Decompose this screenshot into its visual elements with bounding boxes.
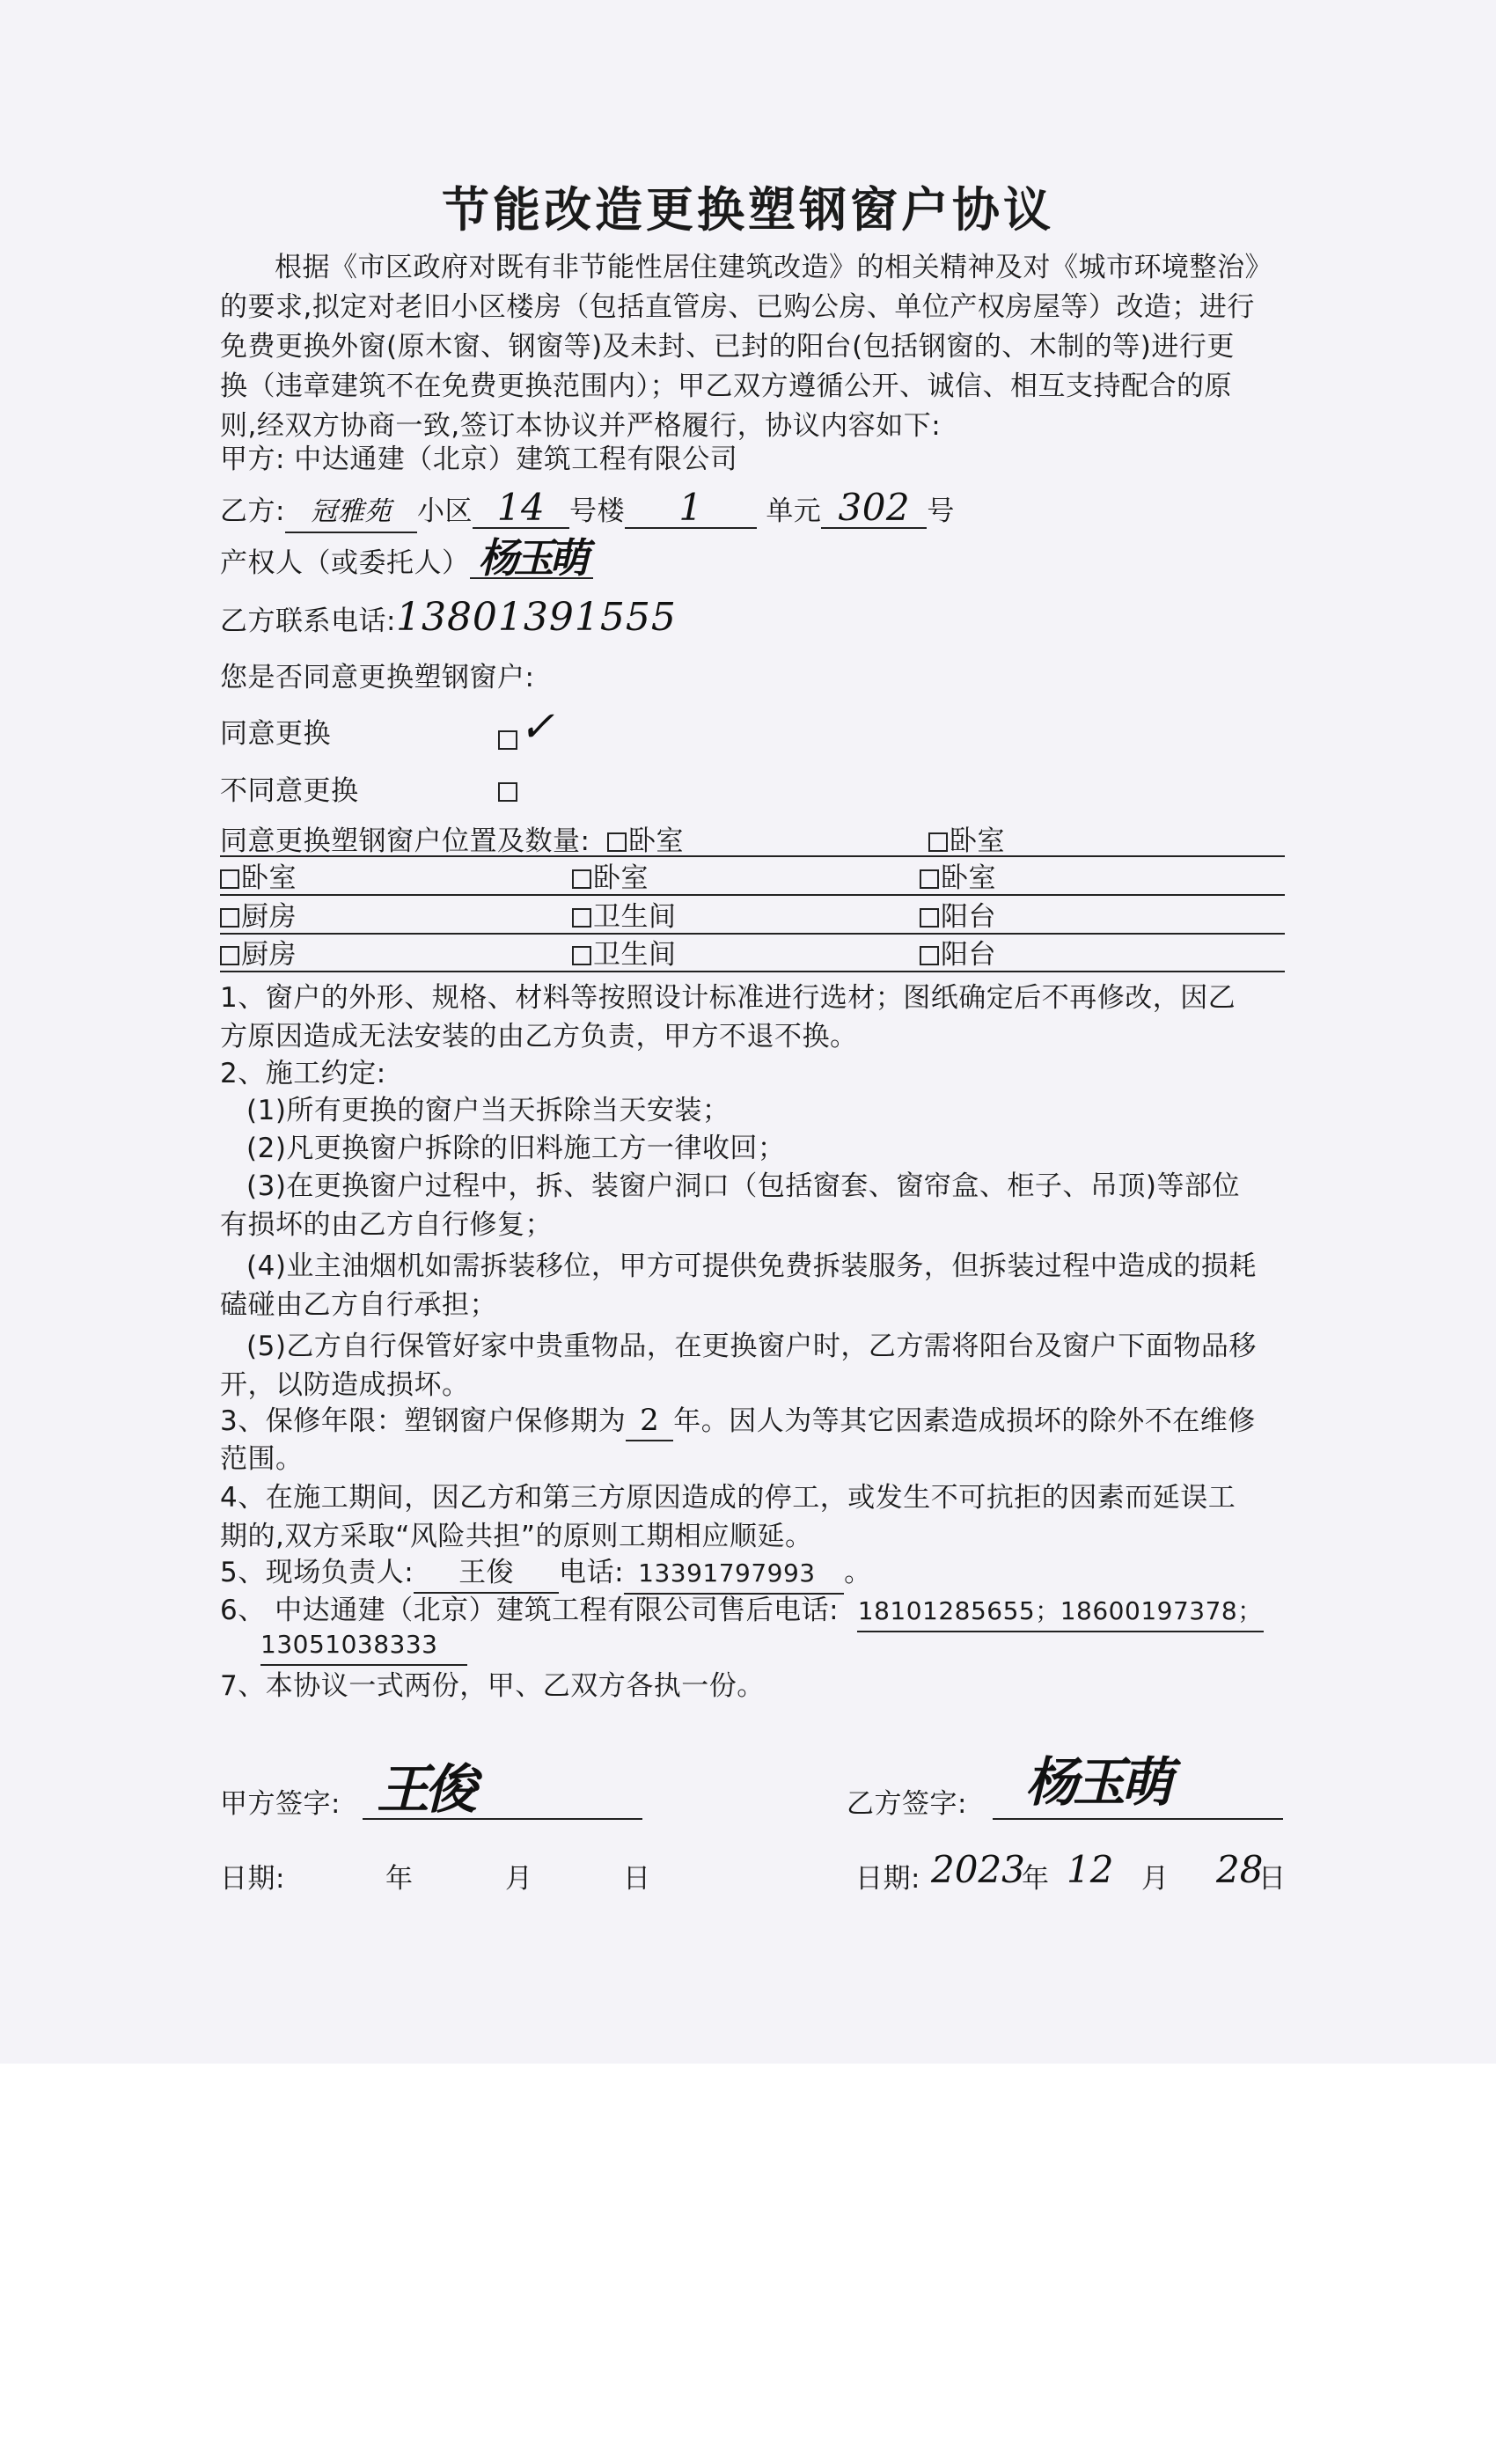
party-a-date-month: 月 <box>505 1863 533 1895</box>
pos-r1-c2: 卧室 <box>928 822 1005 861</box>
party-a-sign-label: 甲方签字: <box>220 1788 341 1820</box>
intro-line-4: 换（违章建筑不在免费更换范围内）；甲乙双方遵循公开、诚信、相互支持配合的原 <box>220 370 1232 402</box>
party-a: 甲方: 中达通建（北京）建筑工程有限公司 <box>220 444 738 475</box>
party-a-date-label: 日期: <box>220 1863 285 1895</box>
agree-checkbox <box>498 730 517 750</box>
party-b-date-year: 年 <box>1022 1863 1050 1895</box>
clause-1-line-2: 方原因造成无法安装的由乙方负责，甲方不退不换。 <box>220 1021 858 1052</box>
clause-2-5-line-2: 开，以防造成损坏。 <box>220 1369 470 1401</box>
building-suffix: 号楼 <box>568 495 625 527</box>
owner-signature: 杨玉萌 <box>470 539 593 579</box>
disagree-option <box>498 772 519 810</box>
position-row-line-2 <box>220 894 1285 896</box>
intro-line-2: 的要求,拟定对老旧小区楼房（包括直管房、已购公房、单位产权房屋等）改造；进行 <box>220 291 1255 323</box>
owner-line <box>220 534 593 583</box>
clause-4-line-2: 期的,双方采取“风险共担”的原则工期相应顺延。 <box>220 1521 813 1552</box>
after-sales-phones: 18101285655；18600197378； <box>857 1592 1264 1632</box>
party-b-date-day: 日 <box>1258 1863 1287 1895</box>
room-suffix: 号 <box>927 495 955 527</box>
intro-line-5: 则,经双方协商一致,签订本协议并严格履行，协议内容如下: <box>220 410 942 442</box>
site-manager-name: 王俊 <box>414 1553 559 1594</box>
warranty-years: 2 <box>626 1401 673 1441</box>
position-row-line-4 <box>220 971 1285 972</box>
pos-r2-c3: 卧室 <box>920 859 996 898</box>
clause-3-line-1: 3、保修年限：塑钢窗户保修期为 2 年。因人为等其它因素造成损坏的除外不在维修 <box>220 1401 1256 1441</box>
party-b-date-label: 日期: <box>855 1863 920 1895</box>
pos-r2-c2: 卧室 <box>572 859 649 898</box>
party-b-line <box>220 488 955 533</box>
party-b-sign-label: 乙方签字: <box>847 1788 967 1820</box>
clause-5: 5、现场负责人: 王俊 电话: 13391797993 。 <box>220 1553 872 1595</box>
clause-2-1: (1)所有更换的窗户当天拆除当天安装； <box>246 1095 730 1126</box>
agree-option <box>498 702 555 759</box>
clause-4-line-1: 4、在施工期间，因乙方和第三方原因造成的停工，或发生不可抗拒的因素而延误工 <box>220 1482 1236 1514</box>
clause-2-4-line-2: 磕碰由乙方自行承担； <box>220 1289 497 1321</box>
party-b-sign-line <box>993 1818 1283 1820</box>
clause-6-line-1: 6、 中达通建（北京）建筑工程有限公司售后电话: 18101285655；18600197378； <box>220 1591 1264 1632</box>
clause-1-line-1: 1、窗户的外形、规格、材料等按照设计标准进行选材；图纸确定后不再修改，因乙 <box>220 982 1236 1014</box>
party-a-signature: 王俊 <box>377 1759 472 1821</box>
clause-3-line-2: 范围。 <box>220 1443 304 1475</box>
unit-suffix: 单元 <box>766 495 822 527</box>
clause-2-3-line-2: 有损坏的由乙方自行修复； <box>220 1209 553 1241</box>
unit-field: 1 <box>625 488 757 529</box>
building-field: 14 <box>473 488 569 529</box>
clause-2-title: 2、施工约定: <box>220 1058 386 1089</box>
clause-6-line-2 <box>260 1624 467 1666</box>
pos-r3-c2: 卫生间 <box>572 898 677 936</box>
party-b-date-day-value: 28 <box>1216 1848 1264 1891</box>
clause-2-3-line-1: (3)在更换窗户过程中，拆、装窗户洞口（包括窗套、窗帘盒、柜子、吊顶)等部位 <box>246 1170 1241 1202</box>
disagree-label: 不同意更换 <box>220 775 359 807</box>
pos-r4-c2: 卫生间 <box>572 935 677 974</box>
clause-7: 7、本协议一式两份，甲、乙双方各执一份。 <box>220 1670 765 1702</box>
party-a-date-year: 年 <box>385 1863 414 1895</box>
question: 您是否同意更换塑钢窗户: <box>220 662 535 693</box>
phone-line <box>220 595 677 641</box>
position-row-line-1 <box>220 855 1285 857</box>
party-b-label: 乙方: <box>220 495 285 527</box>
party-b-date-month-value: 12 <box>1067 1848 1114 1891</box>
owner-label: 产权人（或委托人） <box>220 547 470 579</box>
phone-value: 13801391555 <box>395 595 677 640</box>
pos-r3-c3: 阳台 <box>920 898 996 936</box>
community-suffix: 小区 <box>416 495 473 527</box>
intro-line-1: 根据《市区政府对既有非节能性居住建筑改造》的相关精神及对《城市环境整治》 <box>275 252 1272 283</box>
document-title: 节能改造更换塑钢窗户协议 <box>442 182 1054 238</box>
community-field: 冠雅苑 <box>285 493 417 533</box>
phone-label: 乙方联系电话: <box>220 605 396 637</box>
room-field: 302 <box>821 488 927 529</box>
disagree-checkbox <box>498 782 517 802</box>
pos-r1-c1: 卧室 <box>607 822 684 861</box>
agree-check-mark: ✓ <box>519 702 555 752</box>
position-row-line-3 <box>220 933 1285 935</box>
clause-2-4-line-1: (4)业主油烟机如需拆装移位，甲方可提供免费拆装服务，但拆装过程中造成的损耗 <box>246 1250 1257 1282</box>
pos-r3-c1: 厨房 <box>220 898 297 936</box>
after-sales-phone-2: 13051038333 <box>260 1625 467 1666</box>
party-b-signature: 杨玉萌 <box>1025 1752 1168 1814</box>
site-manager-phone: 13391797993 <box>624 1554 844 1595</box>
clause-2-2: (2)凡更换窗户拆除的旧料施工方一律收回； <box>246 1133 786 1164</box>
pos-r2-c1: 卧室 <box>220 859 297 898</box>
positions-label: 同意更换塑钢窗户位置及数量: <box>220 825 590 857</box>
agree-label: 同意更换 <box>220 718 331 750</box>
clause-2-5-line-1: (5)乙方自行保管好家中贵重物品，在更换窗户时，乙方需将阳台及窗户下面物品移 <box>246 1331 1257 1362</box>
intro-line-3: 免费更换外窗(原木窗、钢窗等)及未封、已封的阳台(包括钢窗的、木制的等)进行更 <box>220 331 1235 363</box>
pos-r4-c3: 阳台 <box>920 935 996 974</box>
party-b-date-month: 月 <box>1141 1863 1170 1895</box>
party-b-date-year-value: 2023 <box>931 1848 1025 1891</box>
party-a-date-day: 日 <box>623 1863 651 1895</box>
pos-r4-c1: 厨房 <box>220 935 297 974</box>
